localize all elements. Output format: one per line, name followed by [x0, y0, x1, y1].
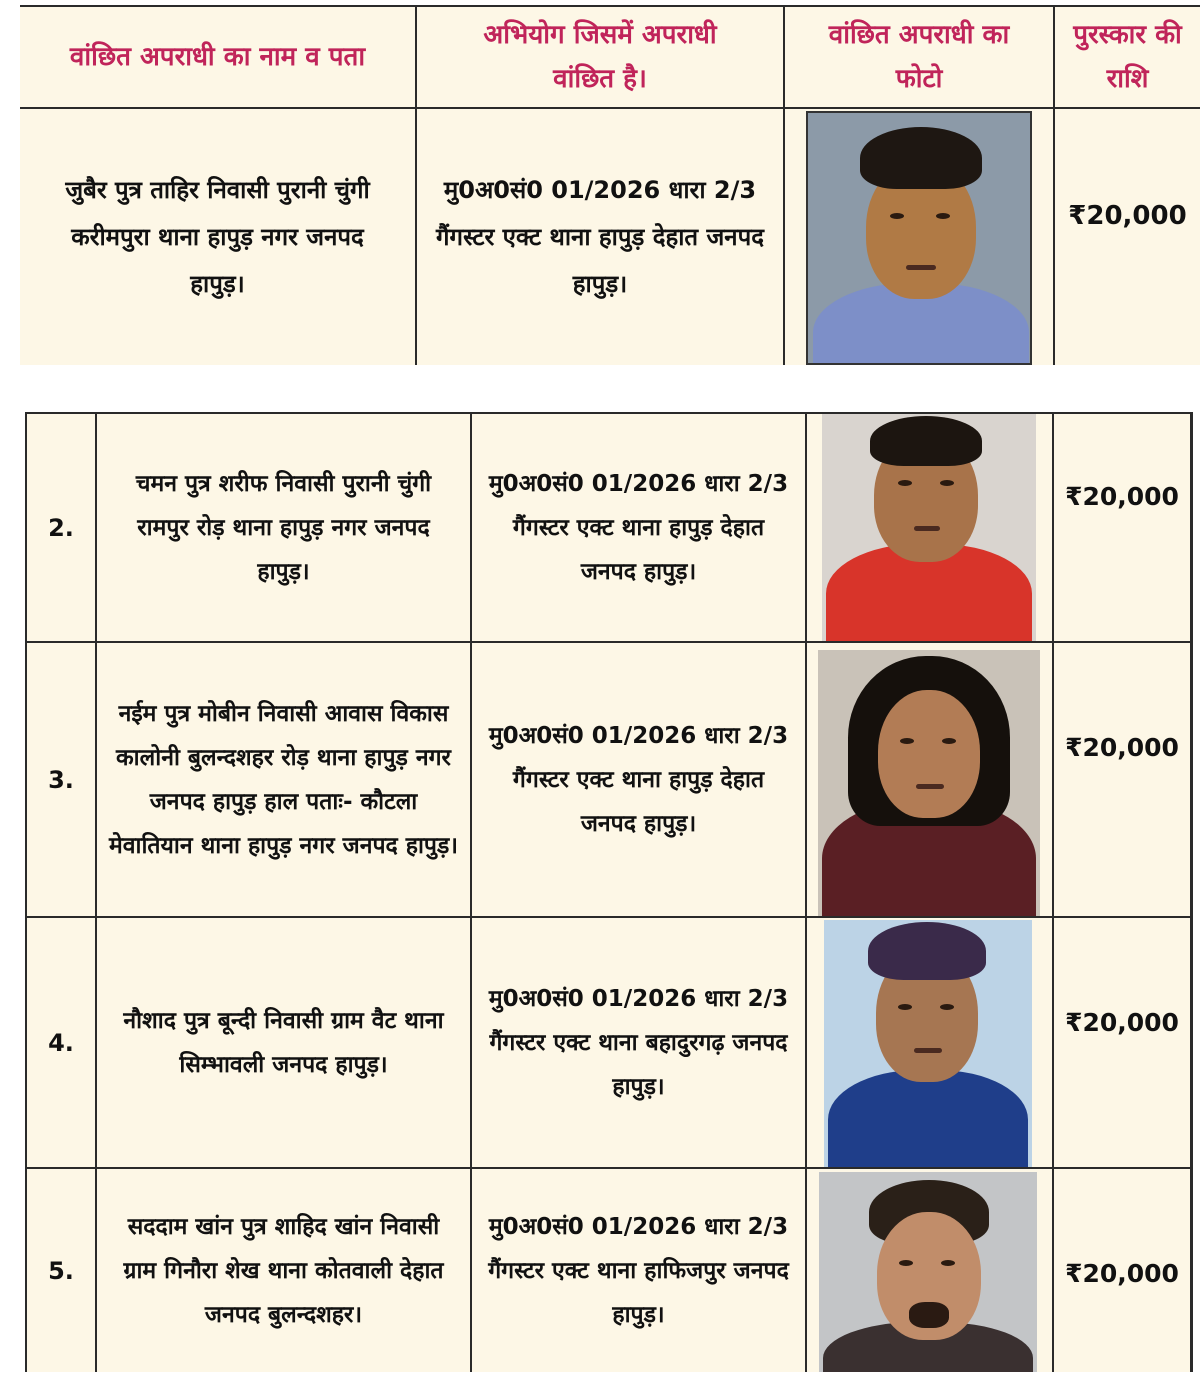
wanted-3-reward: ₹20,000	[1065, 733, 1179, 762]
wanted-4-charge: मु0अ0सं0 01/2026 धारा 2/3 गैंगस्टर एक्ट थाना बहादुरगढ़ जनपद हापुड़।	[488, 985, 789, 1100]
wanted-4-serial: 4.	[48, 1028, 74, 1057]
wanted-2-reward: ₹20,000	[1065, 482, 1179, 511]
wanted-3-name-address: नईम पुत्र मोबीन निवासी आवास विकास कालोनी बुलन्दशहर रोड़ थाना हापुड़ नगर जनपद हापुड़ हाल पताः- कौटला मेवातियान थाना हापुड़ नगर जनपद हापुड़।	[108, 700, 459, 859]
wanted-2-photo	[822, 414, 1036, 641]
wanted-5-reward: ₹20,000	[1065, 1259, 1179, 1288]
wanted-2-charge: मु0अ0सं0 01/2026 धारा 2/3 गैंगस्टर एक्ट थाना हापुड़ देहात जनपद हापुड़।	[488, 470, 789, 585]
header-reward: पुरस्कार की राशि	[1073, 20, 1182, 94]
wanted-2-name-address: चमन पुत्र शरीफ निवासी पुरानी चुंगी रामपुर रोड़ थाना हापुड़ नगर जनपद हापुड़।	[135, 470, 432, 585]
header-charge: अभियोग जिसमें अपराधी वांछित है।	[483, 20, 717, 94]
wanted-3-photo	[818, 650, 1040, 916]
wanted-1-name-address: जुबैर पुत्र ताहिर निवासी पुरानी चुंगी करीमपुरा थाना हापुड़ नगर जनपद हापुड़।	[65, 175, 370, 298]
wanted-4-name-address: नौशाद पुत्र बून्दी निवासी ग्राम वैट थाना सिम्भावली जनपद हापुड़।	[123, 1007, 444, 1078]
header-name-address: वांछित अपराधी का नाम व पता	[69, 42, 366, 72]
wanted-5-name-address: सददाम खांन पुत्र शाहिद खांन निवासी ग्राम गिनौरा शेख थाना कोतवाली देहात जनपद बुलन्दशहर।	[123, 1213, 444, 1328]
wanted-1-reward: ₹20,000	[1068, 201, 1187, 231]
wanted-1-photo	[806, 111, 1032, 365]
wanted-5-serial: 5.	[48, 1256, 74, 1285]
header-photo: वांछित अपराधी का फोटो	[828, 20, 1010, 94]
wanted-1-charge: मु0अ0सं0 01/2026 धारा 2/3 गैंगस्टर एक्ट थाना हापुड़ देहात जनपद हापुड़।	[436, 175, 764, 298]
wanted-4-photo	[824, 920, 1032, 1167]
wanted-5-photo	[819, 1172, 1037, 1372]
wanted-4-reward: ₹20,000	[1065, 1008, 1179, 1037]
wanted-5-charge: मु0अ0सं0 01/2026 धारा 2/3 गैंगस्टर एक्ट थाना हाफिजपुर जनपद हापुड़।	[488, 1213, 789, 1328]
wanted-3-charge: मु0अ0सं0 01/2026 धारा 2/3 गैंगस्टर एक्ट थाना हापुड़ देहात जनपद हापुड़।	[488, 722, 789, 837]
wanted-3-serial: 3.	[48, 765, 74, 794]
wanted-2-serial: 2.	[48, 513, 74, 542]
